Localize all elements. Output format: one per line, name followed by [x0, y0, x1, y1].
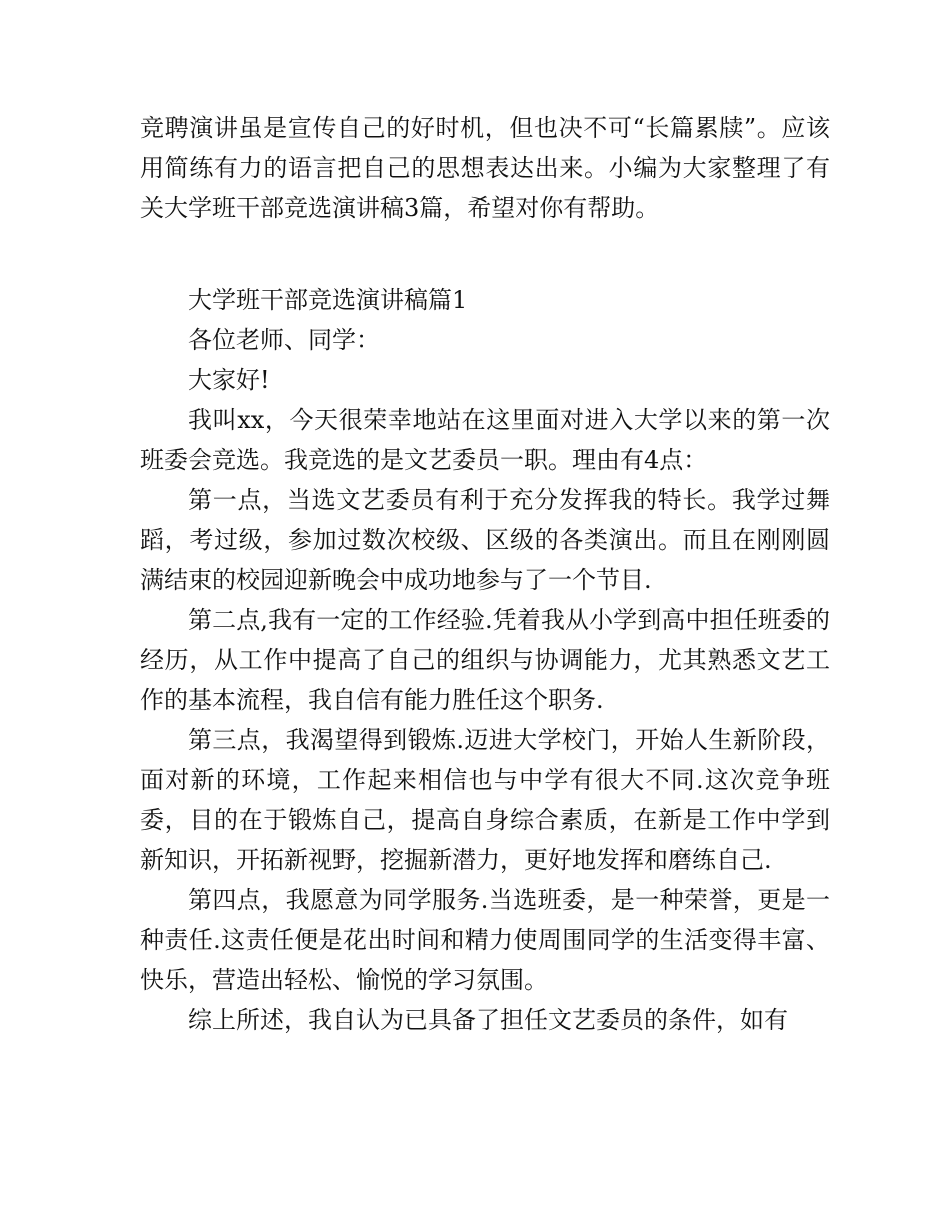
paragraph-5: 第四点，我愿意为同学服务.当选班委，是一种荣誉，更是一种责任.这责任便是花出时间和精力使周围同学的生活变得丰富、快乐，营造出轻松、愉悦的学习氛围。: [140, 886, 830, 994]
paragraph-4: 第三点，我渴望得到锻炼.迈进大学校门，开始人生新阶段，面对新的环境，工作起来相信也与中学有很大不同.这次竞争班委，目的在于锻炼自己，提高自身综合素质，在新是工作中学到新知识，开拓新视野，挖掘新潜力，更好地发挥和磨练自己.: [140, 726, 830, 874]
intro-paragraph: [140, 108, 830, 228]
intro-text: 竞聘演讲虽是宣传自己的好时机，但也决不可“长篇累牍”。应该用简练有力的语言把自己的思想表达出来。小编为大家整理了有关大学班干部竞选演讲稿3篇，希望对你有帮助。: [140, 114, 830, 222]
speech-greeting: 各位老师、同学：: [188, 326, 380, 354]
speech-heading: 大学班干部竞选演讲稿篇1: [188, 286, 468, 314]
paragraph-1: 我叫xx，今天很荣幸地站在这里面对进入大学以来的第一次班委会竞选。我竞选的是文艺委员一职。理由有4点：: [140, 406, 830, 474]
paragraph-3: 第二点,我有一定的工作经验.凭着我从小学到高中担任班委的经历，从工作中提高了自己的组织与协调能力，尤其熟悉文艺工作的基本流程，我自信有能力胜任这个职务.: [140, 606, 830, 714]
speech-body: [140, 280, 830, 1040]
paragraph-6: 综上所述，我自认为已具备了担任文艺委员的条件，如有: [188, 1006, 788, 1034]
paragraph-2: 第一点，当选文艺委员有利于充分发挥我的特长。我学过舞蹈，考过级，参加过数次校级、区级的各类演出。而且在刚刚圆满结束的校园迎新晚会中成功地参与了一个节目.: [140, 486, 830, 594]
speech-hello: 大家好!: [188, 366, 270, 394]
